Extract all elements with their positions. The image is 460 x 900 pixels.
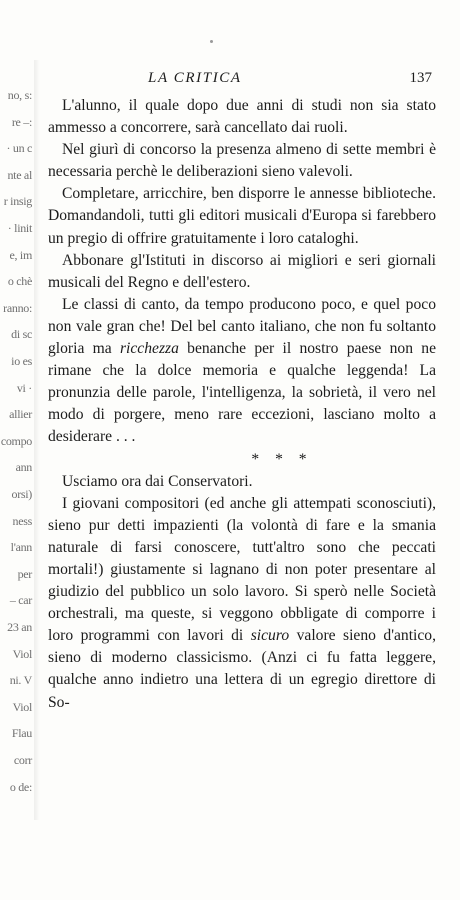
bleed-fragment: o de: [9,779,32,794]
bleed-fragment: · linit [7,221,32,235]
bleed-fragment: re –: [11,114,32,129]
text-run: I giovani compositori (ed anche gli attempati sconosciuti), sieno pur detti impazienti (la volontà di fare e la smania naturale di farsi conoscere, tutt'altro sono che peccati mortali!) giustamente si lagnano di non poter presentare al giudizio del pubblico un solo lavoro. Si sperò nelle Società orchestrali, ma queste, si veggono obbligate di comporre i loro programmi con lavori di [48,494,436,645]
bleed-fragment: vi · [16,380,32,395]
paragraph-p6 [48,471,436,493]
bleed-fragment: 23 an [7,620,32,634]
previous-page-bleed [0,88,34,808]
bleed-fragment: Viol [12,699,32,714]
section-separator: * * * [251,450,313,468]
paragraph-p7 [48,493,436,714]
paragraph-p3 [48,183,436,249]
bleed-fragment: Flau [11,726,32,741]
italic-word: sicuro [250,627,290,645]
bleed-fragment: orsi) [11,487,32,501]
text-run: Completare, arricchire, ben disporre le annesse biblioteche. Domandandoli, tutti gli editori musicali d'Europa si farebbero un pregio di offrire gratuitamente i loro cataloghi. [48,185,436,247]
bleed-fragment: Viol [12,646,32,661]
bleed-fragment: o chè [7,274,32,289]
text-run: Nel giurì di concorso la presenza almeno di sette membri è necessaria perchè le deliberazioni sieno valevoli. [48,141,436,181]
text-run: L'alunno, il quale dopo due anni di studi non sia stato ammesso a concorrere, sarà cancellato dai ruoli. [48,97,436,137]
bleed-fragment: e, im [9,247,32,262]
bleed-fragment: compo [0,433,32,448]
page-number: 137 [409,70,432,86]
paragraph-p1 [48,95,436,139]
text-run: benanche per il nostro paese non ne rimane che la dolce memoria e qualche leggenda! La pronunzia delle parole, l'intelligenza, la sobrietà, il vero nel modo di porgere, meno rare eccezioni, lasciano molto a desiderare . . . [48,340,436,446]
text-run: valore sieno d'antico, sieno di moderno classicismo. (Anzi ci fu fatta leggere, qualche anno indietro una lettera di un egregio direttore di So- [48,627,437,711]
bleed-fragment: allier [9,407,32,422]
text-run: Abbonare gl'Istituti in discorso ai migliori e seri giornali musicali del Regno e dell'estero. [48,251,436,291]
bleed-fragment: per [17,566,32,581]
bleed-fragment: ness [12,513,32,528]
page-header [48,70,436,92]
bleed-fragment: ni. V [9,673,32,688]
body-text [48,95,436,714]
bleed-fragment: ranno: [3,300,32,315]
bleed-fragment: – car [9,593,32,608]
bleed-fragment: io es [11,354,32,368]
paragraph-p2 [48,139,436,183]
paragraph-p5 [48,294,436,449]
bleed-fragment: di sc [11,327,32,342]
dust-speck [210,40,213,43]
bleed-fragment: no, s: [7,88,32,102]
gutter-shadow [34,60,40,820]
bleed-fragment: · un c [6,141,32,156]
bleed-fragment: ann [15,460,32,475]
bleed-fragment: r insig [3,194,32,209]
text-run: Usciamo ora dai Conservatori. [62,472,253,490]
bleed-fragment: corr [13,753,32,767]
text-run: Le classi di canto, da tempo producono poco, e quel poco non vale gran che! Del bel canto italiano, che non fu soltanto gloria ma [48,295,436,358]
bleed-fragment: nte al [7,167,32,182]
bleed-fragment: l'ann [10,540,32,555]
running-title: LA CRITICA [148,70,242,86]
paragraph-p4 [48,250,436,294]
italic-word: ricchezza [119,340,179,358]
